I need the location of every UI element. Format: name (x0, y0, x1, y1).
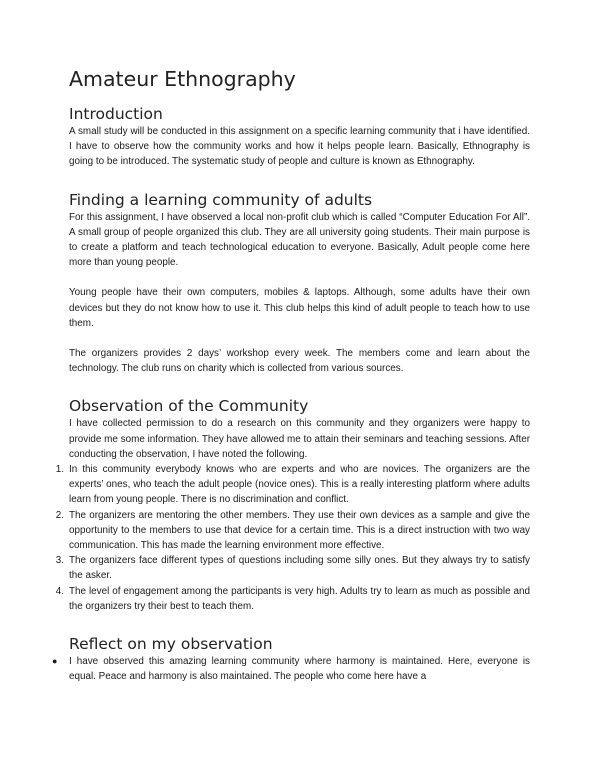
observation-list (55, 462, 530, 614)
section-heading-observation: Observation of the Community (69, 397, 309, 416)
list-item-text: In this community everybody knows who are experts and who are novices. The organizers are the experts’ ones, who teach the adult people (novice ones). This is a really interesting platform where adults learn from young people. There is no discrimination and conflict. (69, 464, 530, 506)
list-number: 1. (55, 464, 64, 476)
list-number: 4. (55, 585, 64, 597)
list-item-text: I have observed this amazing learning community where harmony is maintained. Here, everyone is equal. Peace and harmony is also maintained. The people who come here have a (69, 656, 530, 683)
finding-community-paragraph-1: For this assignment, I have observed a local non-profit club which is called “Computer Education For All”. A small group of people organized this club. They are all university going students. Their main purpose is to create a platform and teach technological education to everyone. Basically, Adult people come here more than young people. (69, 211, 530, 269)
document-title: Amateur Ethnography (69, 67, 296, 91)
bullet-icon: ● (52, 656, 58, 667)
list-item-text: The organizers are mentoring the other members. They use their own devices as a sample and give the opportunity to the members to use that device for a certain time. This is a direct instruction with two way communication. This has made the learning environment more effective. (69, 509, 530, 552)
list-number: 2. (55, 509, 64, 521)
list-item (55, 508, 530, 554)
introduction-paragraph: A small study will be conducted in this assignment on a specific learning community that i have identified. I have to observe how the community works and how it helps people learn. Basically, Ethnography is going to be introduced. The systematic study of people and culture is known as Ethnography. (69, 126, 530, 168)
section-heading-introduction: Introduction (69, 105, 163, 123)
list-item (55, 462, 530, 508)
list-item (55, 553, 530, 583)
list-item (52, 654, 530, 684)
section-heading-reflect: Reflect on my observation (69, 635, 273, 654)
reflect-bullet-list (52, 654, 530, 684)
observation-intro-paragraph: I have collected permission to do a research on this community and they organizers were happy to provide me some information. They have allowed me to attain their seminars and teaching sessions. After conducting the observation, I have noted the following. (69, 418, 530, 460)
list-item (55, 584, 530, 614)
list-item-text: The level of engagement among the participants is very high. Adults try to learn as much as possible and the organizers try their best to teach them. (69, 585, 530, 612)
list-item-text: The organizers face different types of questions including some silly ones. But they always try to satisfy the asker. (69, 555, 530, 582)
finding-community-paragraph-3: The organizers provides 2 days’ workshop every week. The members come and learn about the technology. The club runs on charity which is collected from various sources. (69, 348, 530, 375)
document-body (52, 66, 530, 684)
finding-community-paragraph-2: Young people have their own computers, mobiles & laptops. Although, some adults have their own devices but they do not know how to use it. This club helps this kind of adult people to teach how to use them. (69, 287, 530, 329)
list-number: 3. (55, 555, 64, 567)
section-heading-finding-community: Finding a learning community of adults (69, 190, 373, 209)
